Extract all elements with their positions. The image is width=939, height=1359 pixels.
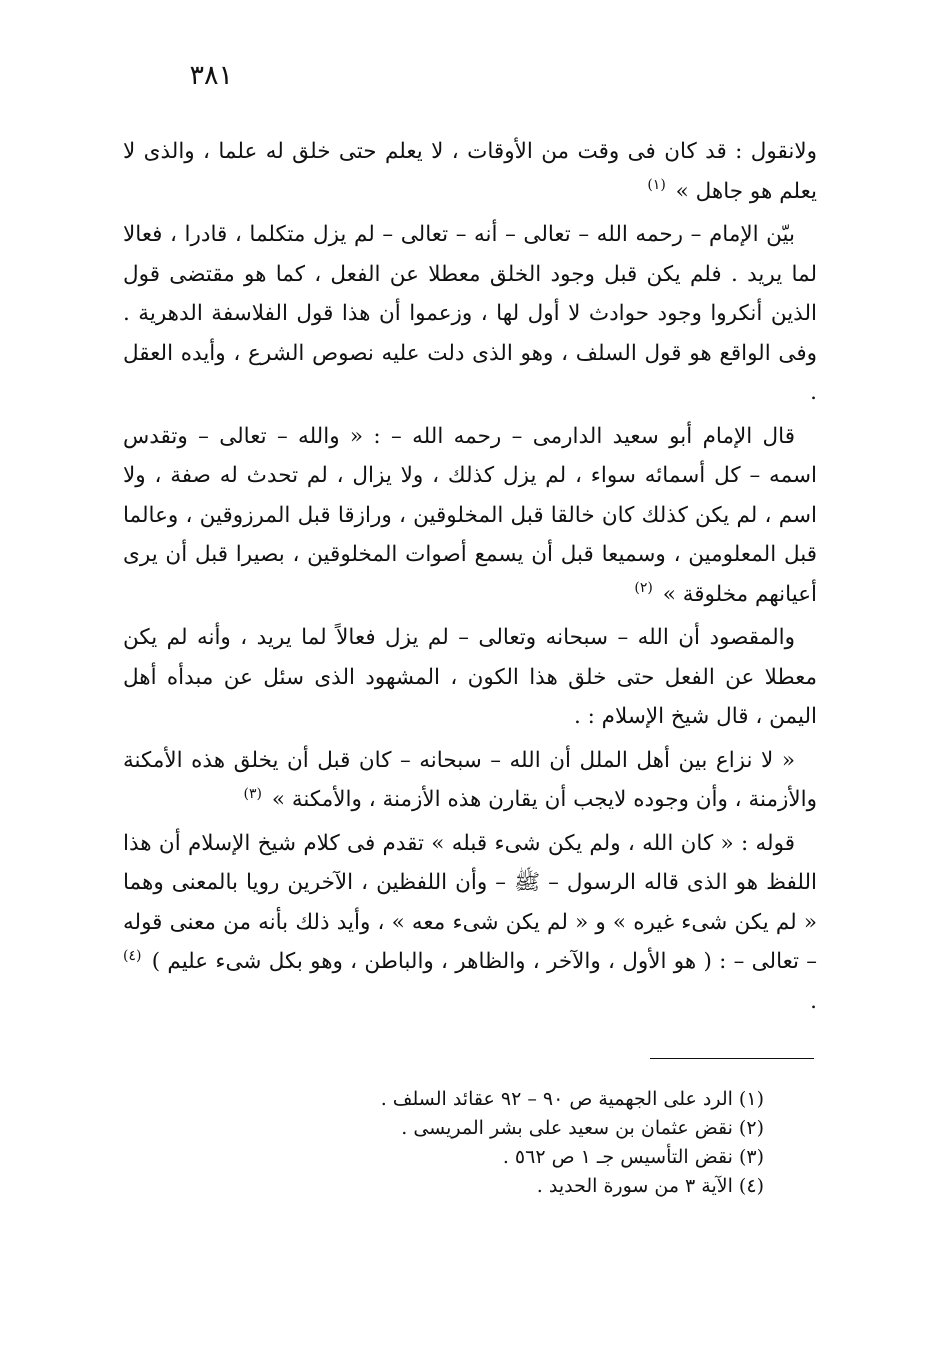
paragraph [123, 417, 817, 615]
paragraph-text: قال الإمام أبو سعيد الدارمى – رحمه الله – : « والله – تعالى – وتقدس اسمه – كل أسمائه سواء ، لم يزل كذلك ، ولا يزال ، لم تحدث له صفة ، ولا اسم ، لم يكن كذلك كان خالقا قبل المخلوقين ، ورازقا قبل المرزوقين ، وعالما قبل المعلومين ، وسميعا قبل أن يسمع أصوات المخلوقين ، بصيرا قبل أن يرى أعيانهم مخلوقة » [123, 423, 818, 607]
footnote-item: (٤) الآية ٣ من سورة الحديد . [536, 1175, 764, 1197]
paragraph [123, 824, 817, 1022]
footnote-item: (٣) نقض التأسيس جـ ١ ص ٥٦٢ . [502, 1146, 764, 1168]
paragraph [123, 132, 817, 211]
paragraph [123, 618, 817, 737]
footnote-divider [650, 1058, 814, 1059]
paragraph-text: قوله : « كان الله ، ولم يكن شىء قبله » تقدم فى كلام شيخ الإسلام أن هذا اللفظ هو الذى قاله الرسول – ﷺ – وأن اللفظين ، الآخرين رويا بالمعنى وهما « لم يكن شىء غيره » و « لم يكن شىء معه » ، وأيد ذلك بأنه من معنى قوله – تعالى – : ( هو الأول ، والآخر ، والظاهر ، والباطن ، وهو بكل شىء عليم ) [123, 830, 817, 974]
paragraph-end-mark: . [810, 988, 817, 1014]
footnote-item: (١) الرد على الجهمية ص ٩٠ – ٩٢ عقائد السلف . [380, 1088, 764, 1110]
paragraph [123, 741, 817, 820]
paragraph [123, 215, 817, 413]
footnote-reference: (٤) [123, 947, 142, 964]
footnote-reference: (١) [647, 177, 666, 194]
paragraph-text: ولانقول : قد كان فى وقت من الأوقات ، لا يعلم حتى خلق له علما ، والذى لا يعلم هو جاهل » [123, 139, 817, 204]
footnotes [244, 1085, 764, 1201]
paragraph-text: بيّن الإمام – رحمه الله – تعالى – أنه – تعالى – لم يزل متكلما ، قادرا ، فعالا لما يريد . فلم يكن قبل وجود الخلق معطلا عن الفعل ، كما هو مقتضى قول الذين أنكروا وجود حوادث لا أول لها ، وزعموا أن هذا قول الفلاسفة الدهرية . وفى الواقع هو قول السلف ، وهو الذى دلت عليه نصوص الشرع ، وأيده العقل . [123, 222, 817, 405]
paragraph-text: والمقصود أن الله – سبحانه وتعالى – لم يزل فعالاً لما يريد ، وأنه لم يكن معطلا عن الفعل حتى خلق هذا الكون ، المشهود الذى سئل عن مبدأه أهل اليمن ، قال شيخ الإسلام : . [123, 625, 817, 729]
footnote-reference: (٢) [634, 580, 653, 597]
footnote-item: (٢) نقض عثمان بن سعيد على بشر المريسى . [401, 1117, 764, 1139]
main-text [123, 132, 817, 1025]
page-number: ٣٨١ [189, 60, 233, 91]
paragraph-text: « لا نزاع بين أهل الملل أن الله – سبحانه – كان قبل أن يخلق هذه الأمكنة والأزمنة ، وأن وجوده لايجب أن يقارن هذه الأزمنة ، والأمكنة » [123, 747, 817, 812]
footnote-reference: (٣) [243, 785, 262, 802]
